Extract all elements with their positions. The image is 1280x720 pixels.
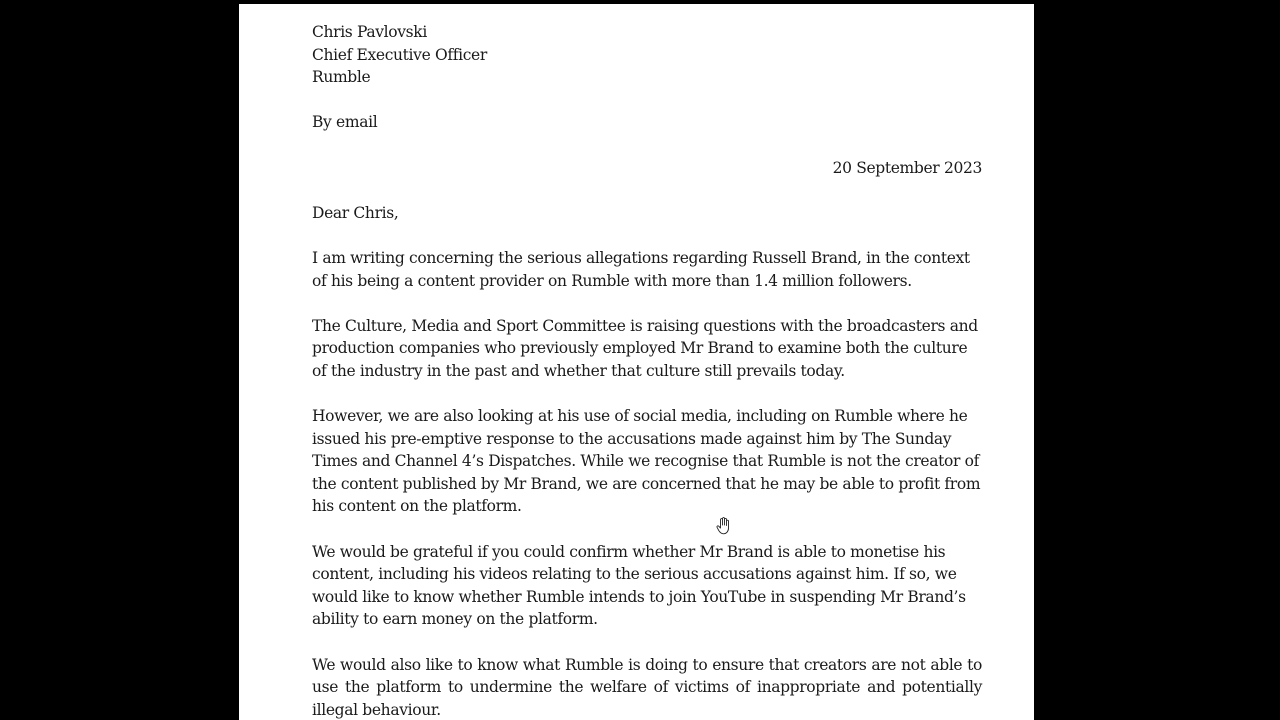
letter-date (312, 157, 982, 180)
recipient-organisation: Rumble (312, 68, 371, 87)
paragraph-2: The Culture, Media and Sport Committee is raising questions with the broadcasters and production companies who previously employed Mr Brand to examine both the culture of the industry in the past and whether that culture still prevails today. (312, 316, 978, 380)
paragraph-4: We would be grateful if you could confirm whether Mr Brand is able to monetise his content, including his videos relating to the serious accusations against him. If so, we would like to know whether Rumble intends to join YouTube in suspending Mr Brand’s ability to earn money on the platform. (312, 542, 966, 629)
paragraph-3: However, we are also looking at his use of social media, including on Rumble where he issued his pre-emptive response to the accusations made against him by The Sunday Times and Channel 4’s Dispatches. While we recognise that Rumble is not the creator of the content published by Mr Brand, we are concerned that he may be able to profit from his content on the platform. (312, 407, 981, 516)
delivery-text: By email (312, 113, 378, 132)
recipient-title: Chief Executive Officer (312, 45, 487, 64)
document-page (239, 4, 1034, 720)
recipient-name: Chris Pavlovski (312, 23, 427, 41)
paragraph-5: We would also like to know what Rumble is doing to ensure that creators are not able to use the platform to undermine the welfare of victims of inappropriate and potentially illegal behaviour. (312, 655, 982, 719)
letter-body (312, 21, 982, 720)
delivery-method (312, 111, 982, 134)
salutation-text: Dear Chris, (312, 203, 399, 222)
paragraph-1: I am writing concerning the serious allegations regarding Russell Brand, in the context of his being a content provider on Rumble with more than 1.4 million followers. (312, 248, 970, 290)
date-text: 20 September 2023 (832, 158, 982, 177)
recipient-address (312, 21, 982, 89)
salutation (312, 202, 982, 225)
hand-cursor-icon (715, 517, 731, 535)
